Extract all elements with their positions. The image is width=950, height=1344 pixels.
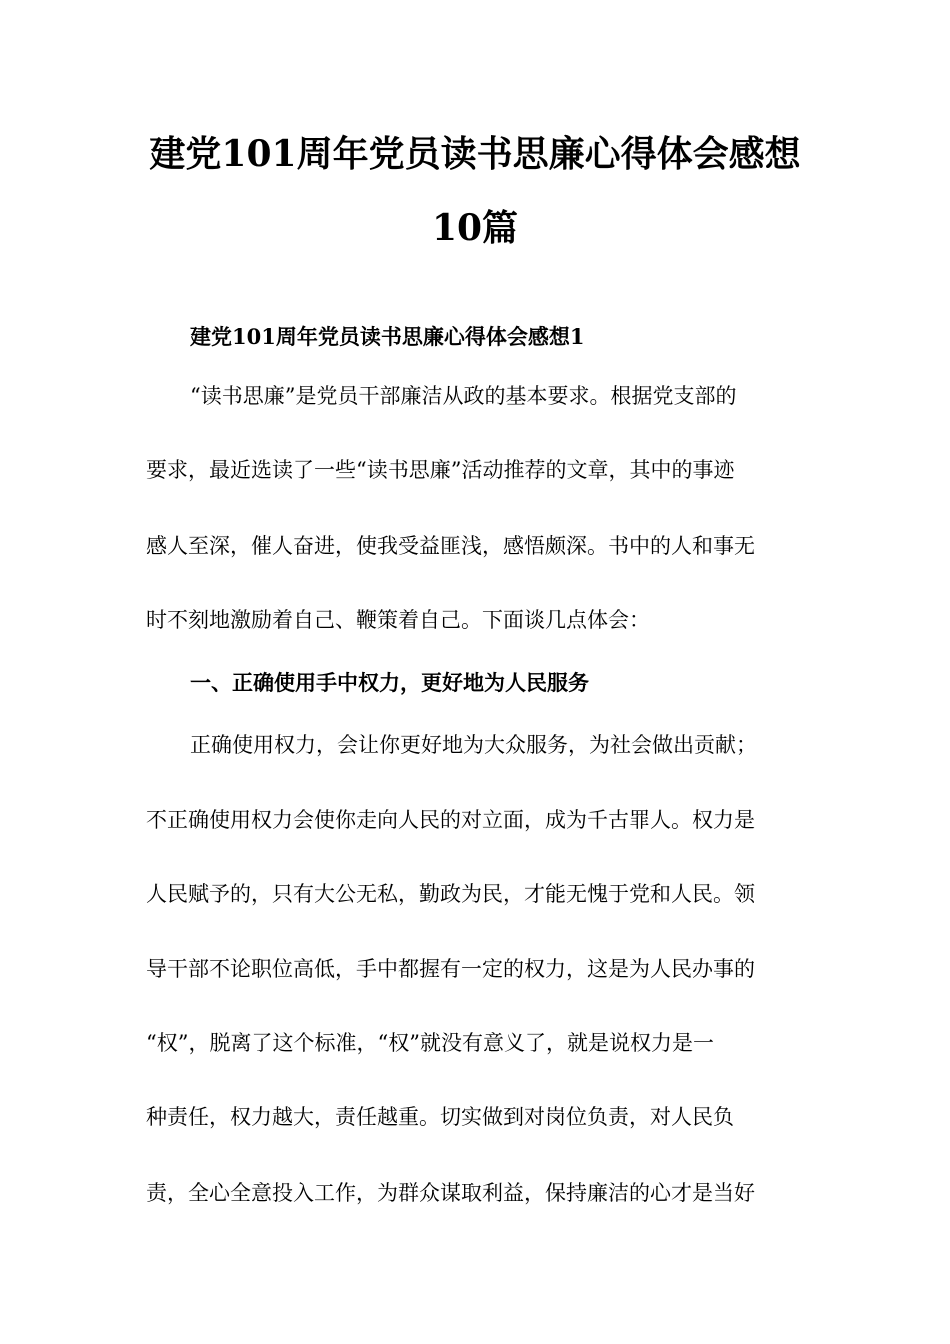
paragraph-2-line: 导干部不论职位高低，手中都握有一定的权力，这是为人民办事的 xyxy=(146,957,755,981)
paragraph-1-line: “读书思廉”是党员干部廉洁从政的基本要求。根据党支部的 xyxy=(190,384,737,408)
paragraph-2-line: “权”，脱离了这个标准，“权”就没有意义了，就是说权力是一 xyxy=(146,1031,714,1055)
paragraph-1-line: 感人至深，催人奋进，使我受益匪浅，感悟颇深。书中的人和事无 xyxy=(146,534,755,558)
paragraph-1-line: 要求，最近选读了一些“读书思廉”活动推荐的文章，其中的事迹 xyxy=(146,458,735,482)
heading-1: 一、正确使用手中权力，更好地为人民服务 xyxy=(190,670,589,695)
paragraph-2-line: 责，全心全意投入工作，为群众谋取利益，保持廉洁的心才是当好 xyxy=(146,1181,755,1205)
paragraph-2-line: 不正确使用权力会使你走向人民的对立面，成为千古罪人。权力是 xyxy=(146,808,755,832)
section-title: 建党101周年党员读书思廉心得体会感想1 xyxy=(190,324,585,349)
document-title-line-2: 10篇 xyxy=(431,207,519,249)
paragraph-2-line: 人民赋予的，只有大公无私，勤政为民，才能无愧于党和人民。领 xyxy=(146,882,755,906)
paragraph-1-line: 时不刻地激励着自己、鞭策着自己。下面谈几点体会： xyxy=(146,608,650,632)
document-title-line-1: 建党101周年党员读书思廉心得体会感想 xyxy=(149,133,801,175)
paragraph-2-line: 种责任，权力越大，责任越重。切实做到对岗位负责，对人民负 xyxy=(146,1105,734,1129)
paragraph-2-line: 正确使用权力，会让你更好地为大众服务，为社会做出贡献； xyxy=(190,733,757,757)
